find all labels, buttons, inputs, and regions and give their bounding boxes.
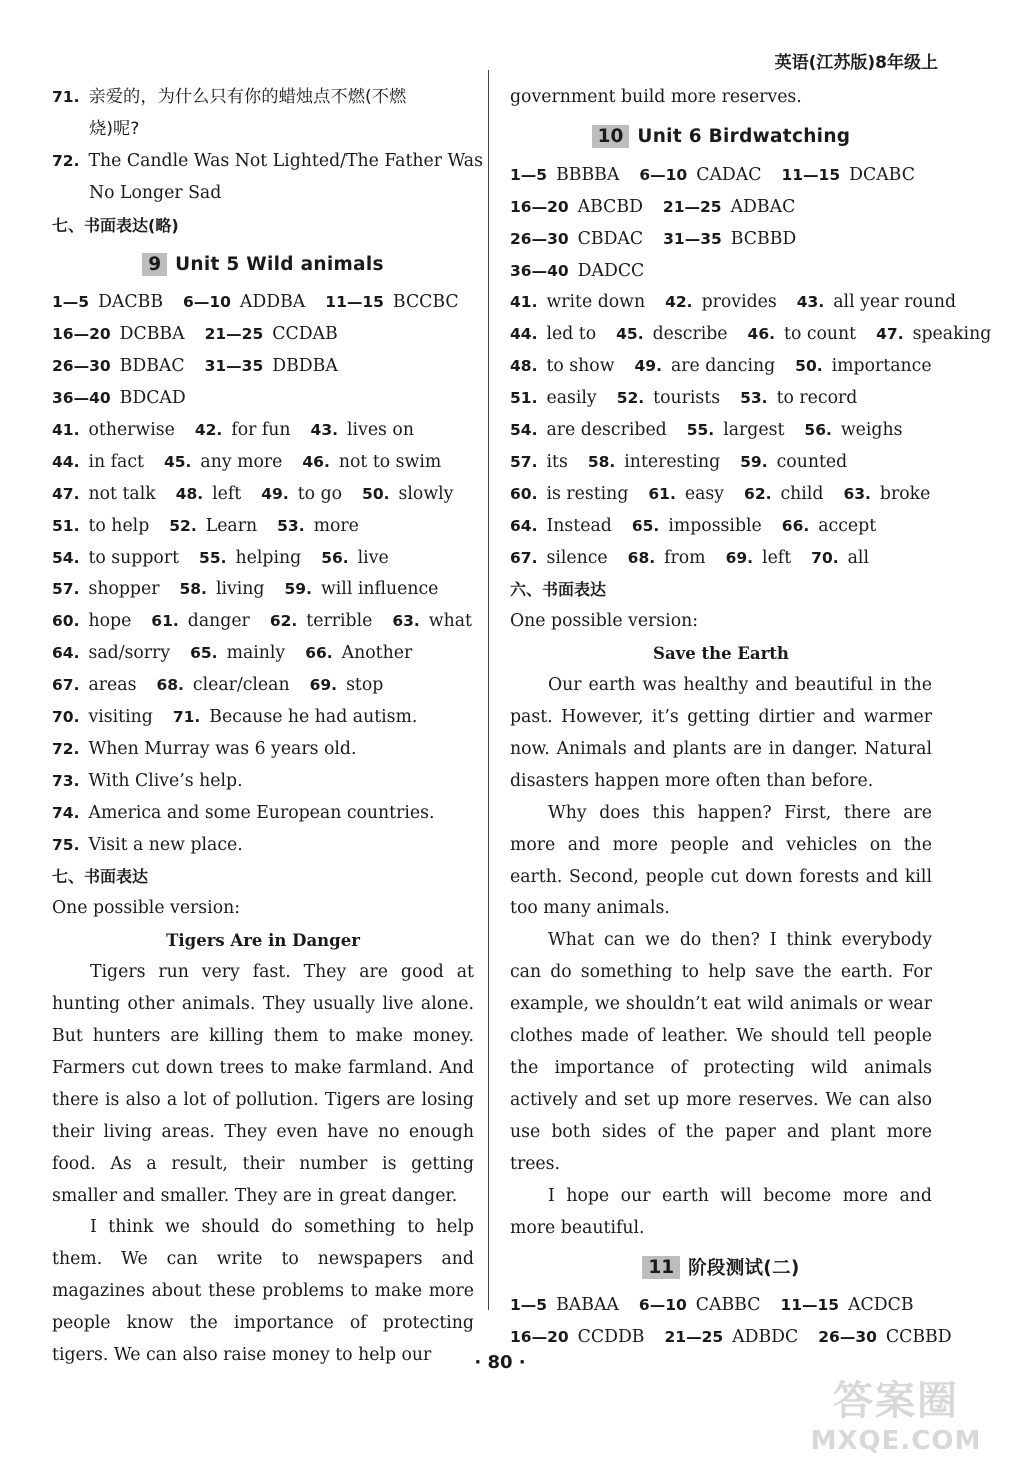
essay-paragraph: Why does this happen? First, there are more and more people and vehicles on the earth. Second, people cut down forests and kill too many animals.: [510, 802, 932, 919]
question-number: 46.: [302, 452, 330, 471]
answer-text: BCCBC: [392, 292, 459, 313]
answer-text: easy: [684, 483, 725, 504]
essay-paragraph: What can we do then? I think everybody can do something to help save the earth. For example, we shouldn’t eat wild animals or wear clothes made of leather. We should tell people the importance of protecting wild animals actively and set up more reserves. We can also use both sides of the paper and plant more trees.: [510, 930, 932, 1174]
question-number: 56.: [321, 548, 349, 567]
answer-text: counted: [776, 451, 848, 472]
answer-text: are described: [546, 420, 667, 441]
question-number: 6—10: [183, 293, 231, 312]
answer-line: [52, 606, 474, 638]
answer-line: [510, 160, 932, 192]
answer-line: [510, 319, 992, 351]
answer-text: for fun: [231, 420, 291, 441]
answer-line: 71. 亲爱的，为什么只有你的蜡烛点不燃(不燃: [52, 87, 407, 107]
question-number: 43.: [310, 421, 339, 440]
essay-paragraph: Our earth was healthy and beautiful in the past. However, it’s getting dirtier and warmer now. Animals and plants are in danger. Natural disasters happen more often than before.: [510, 675, 932, 791]
mc-answers: [510, 1290, 952, 1354]
watermark-logo: 答案圈 MXQE.COM: [810, 1378, 982, 1456]
answer-line: [52, 766, 474, 798]
question-number: 26—30: [52, 357, 111, 376]
answer-text: DCBBA: [119, 324, 185, 345]
question-number: 45.: [616, 325, 644, 344]
answer-text: helping: [235, 547, 302, 568]
answer-text: weighs: [840, 420, 903, 441]
answer-text: CBDAC: [577, 228, 644, 249]
left-column: [52, 82, 483, 1372]
answer-line: [510, 287, 957, 319]
answer-text: silence: [546, 547, 608, 568]
question-number: 70.: [52, 708, 80, 727]
answer-text: mainly: [226, 643, 286, 664]
answer-text: otherwise: [88, 420, 175, 441]
question-number: 72.: [52, 739, 80, 758]
answer-text: areas: [88, 675, 137, 696]
answer-text: easily: [546, 388, 597, 409]
answer-line: [52, 543, 474, 575]
question-number: 1—5: [510, 1296, 548, 1315]
answer-text: DADCC: [577, 260, 645, 281]
question-number: 26—30: [510, 229, 569, 248]
question-number: 56.: [804, 421, 832, 440]
question-number: 55.: [199, 548, 227, 567]
question-number: 21—25: [204, 325, 264, 344]
fill-answers: [52, 415, 474, 861]
answer-text: BDBAC: [119, 356, 185, 377]
question-number: 51.: [52, 516, 80, 535]
answer-text: left: [212, 483, 242, 504]
answer-line: [52, 351, 474, 383]
answer-text: to go: [297, 483, 343, 504]
answer-line: [52, 319, 474, 351]
question-number: 46.: [747, 325, 775, 344]
answer-text: ACDCB: [848, 1295, 914, 1316]
answer-text: its: [546, 451, 568, 472]
question-number: 54.: [510, 421, 538, 440]
question-number: 62.: [269, 612, 298, 631]
question-number: 42.: [194, 421, 223, 440]
question-number: 41.: [52, 421, 80, 440]
question-number: 67.: [510, 548, 538, 567]
question-number: 21—25: [664, 1328, 724, 1347]
answer-text: living: [215, 579, 265, 600]
answer-text: in fact: [88, 451, 144, 472]
answer-line: [52, 734, 474, 766]
answer-text: to record: [776, 388, 858, 409]
answer-line: [510, 256, 932, 288]
answer-text: CCDDB: [577, 1327, 645, 1348]
answer-line: 烧)呢?: [89, 118, 140, 139]
question-number: 73.: [52, 771, 80, 790]
question-number: 31—35: [663, 229, 722, 248]
answer-line: [510, 224, 932, 256]
question-number: 26—30: [818, 1328, 877, 1347]
question-number: 61.: [151, 612, 179, 631]
question-number: 50.: [795, 357, 823, 376]
answer-text: BCBBD: [730, 228, 797, 249]
answer-text: hope: [88, 611, 132, 632]
unit-heading: [52, 241, 474, 287]
answer-text: write down: [546, 292, 646, 313]
answer-text: shopper: [88, 579, 160, 600]
answer-line: [510, 543, 932, 575]
answer-text: left: [762, 547, 792, 568]
answer-text: led to: [546, 324, 597, 345]
answer-line: [52, 798, 474, 830]
question-number: 70.: [811, 548, 839, 567]
answer-text: Instead: [546, 515, 612, 536]
answer-text: provides: [701, 292, 777, 313]
section-heading: 七、书面表达(略): [52, 215, 179, 235]
answer-text: CCBBD: [885, 1327, 952, 1348]
answer-line: [52, 574, 474, 606]
answer-text: ADBAC: [730, 196, 796, 217]
answer-line: [52, 830, 474, 862]
answer-line: [52, 702, 474, 734]
answer-text: Learn: [205, 515, 258, 536]
answer-text: sad/sorry: [88, 643, 171, 664]
answer-text: With Clive’s help.: [88, 770, 243, 791]
page-number: · 80 ·: [474, 1352, 526, 1373]
unit-number: 10: [592, 125, 630, 148]
question-number: 71.: [172, 708, 201, 727]
question-number: 65.: [190, 644, 218, 663]
answer-text: BABAA: [556, 1295, 619, 1316]
answer-text: all year round: [833, 292, 957, 313]
question-number: 67.: [52, 676, 80, 695]
answer-text: largest: [723, 420, 785, 441]
unit-title: Unit 6 Birdwatching: [637, 126, 851, 148]
version-label: One possible version:: [52, 898, 241, 919]
answer-text: BBBBA: [556, 164, 620, 185]
question-number: 21—25: [662, 197, 722, 216]
answer-line: [510, 479, 932, 511]
question-number: 45.: [163, 452, 192, 471]
question-number: 16—20: [510, 1328, 569, 1347]
answer-text: not talk: [88, 483, 156, 504]
question-number: 11—15: [780, 1296, 840, 1315]
question-number: 75.: [52, 835, 80, 854]
question-number: 60.: [52, 612, 80, 631]
essay-paragraph: Tigers run very fast. They are good at hunting other animals. They usually live alone. But hunters are killing them to make money. Farmers cut down trees to make farmland. And there is also a lot of pollution. Tigers are losing their living areas. They even have no enough food. As a result, their number is getting smaller and smaller. They are in great danger.: [52, 962, 474, 1206]
section-heading: 六、书面表达: [510, 580, 607, 600]
answer-text: ADDBA: [239, 292, 306, 313]
answer-text: what: [428, 611, 472, 632]
unit-heading: [510, 114, 932, 160]
answer-line: [52, 415, 474, 447]
answer-text: to support: [88, 547, 180, 568]
question-number: 31—35: [204, 357, 264, 376]
essay-title: Save the Earth: [653, 644, 789, 664]
answer-line: [52, 287, 474, 319]
answer-text: Another: [341, 643, 413, 664]
answer-text: to count: [784, 324, 857, 345]
answer-text: all: [847, 547, 869, 568]
essay-paragraph: I hope our earth will become more and more beautiful.: [510, 1185, 932, 1238]
answer-text: CABBC: [695, 1295, 761, 1316]
essay-title: Tigers Are in Danger: [166, 931, 360, 951]
answer-text: America and some European countries.: [88, 802, 435, 823]
question-number: 53.: [277, 516, 305, 535]
answer-text: any more: [200, 451, 283, 472]
answer-text: not to swim: [338, 451, 442, 472]
answer-line: [510, 415, 932, 447]
answer-text: danger: [187, 611, 250, 632]
answer-text: DCABC: [849, 164, 915, 185]
question-number: 54.: [52, 548, 80, 567]
question-number: 6—10: [639, 165, 688, 184]
version-label: One possible version:: [510, 611, 699, 632]
answer-text: to show: [546, 356, 615, 377]
question-number: 63.: [392, 612, 420, 631]
section-heading: 七、书面表达: [52, 867, 149, 887]
answer-line: [510, 1290, 932, 1322]
answer-text: Because he had autism.: [209, 707, 418, 728]
question-number: 69.: [309, 676, 338, 695]
question-number: 47.: [876, 325, 904, 344]
question-number: 36—40: [510, 261, 569, 280]
answer-text: to help: [88, 515, 150, 536]
answer-line: No Longer Sad: [89, 182, 222, 203]
unit-number: 11: [642, 1256, 680, 1279]
answer-text: CADAC: [696, 164, 762, 185]
question-number: 69.: [725, 548, 754, 567]
question-number: 44.: [510, 325, 538, 344]
answer-text: slowly: [398, 483, 454, 504]
answer-line: [510, 192, 932, 224]
question-number: 64.: [510, 516, 538, 535]
question-number: 42.: [665, 293, 693, 312]
answer-line: [52, 511, 474, 543]
question-number: 64.: [52, 644, 80, 663]
answer-text: will influence: [320, 579, 439, 600]
answer-text: visiting: [88, 707, 153, 728]
unit-number: 9: [142, 253, 167, 276]
answer-text: CCDAB: [272, 324, 338, 345]
question-number: 57.: [510, 452, 538, 471]
answer-text: live: [357, 547, 389, 568]
question-number: 47.: [52, 484, 80, 503]
question-number: 49.: [261, 484, 289, 503]
answer-text: importance: [831, 356, 932, 377]
answer-text: When Murray was 6 years old.: [88, 738, 357, 759]
answer-line: [52, 479, 474, 511]
answer-text: DBDBA: [272, 356, 338, 377]
question-number: 66.: [781, 516, 810, 535]
answer-text: stop: [346, 675, 384, 696]
question-number: 48.: [510, 357, 538, 376]
book-header: 英语(江苏版)8年级上: [774, 53, 938, 73]
question-number: 68.: [627, 548, 656, 567]
question-number: 44.: [52, 452, 80, 471]
right-column: [510, 82, 992, 1354]
question-number: 16—20: [52, 325, 111, 344]
answer-text: Visit a new place.: [88, 834, 243, 855]
question-number: 48.: [175, 484, 204, 503]
answer-text: ABCBD: [577, 196, 643, 217]
mc-answers: [510, 160, 932, 288]
essay-paragraph: I think we should do something to help them. We can write to newspapers and magazines about these problems to make more people know the importance of protecting tigers. We can also raise money to help our: [52, 1217, 474, 1366]
answer-line: 72. The Candle Was Not Lighted/The Father Was: [52, 150, 483, 171]
unit-title: Unit 5 Wild animals: [175, 253, 384, 275]
question-number: 58.: [179, 580, 207, 599]
question-number: 11—15: [781, 165, 841, 184]
question-number: 59.: [284, 580, 312, 599]
answer-line: [52, 383, 474, 415]
question-number: 11—15: [325, 293, 384, 312]
continued-line: government build more reserves.: [510, 87, 802, 107]
answer-text: clear/clean: [192, 675, 290, 696]
question-number: 59.: [740, 452, 768, 471]
answer-text: speaking: [912, 324, 992, 345]
answer-line: [510, 447, 932, 479]
question-number: 57.: [52, 580, 80, 599]
answer-line: [52, 447, 474, 479]
answer-text: terrible: [306, 611, 373, 632]
answer-text: lives on: [347, 420, 414, 441]
answer-line: [52, 638, 474, 670]
question-number: 61.: [648, 484, 676, 503]
unit-heading: [510, 1244, 932, 1290]
answer-text: accept: [818, 515, 877, 536]
question-number: 52.: [616, 389, 645, 408]
question-number: 53.: [740, 389, 768, 408]
answer-text: broke: [879, 483, 931, 504]
question-number: 49.: [634, 357, 662, 376]
answer-text: impossible: [668, 515, 762, 536]
question-number: 62.: [744, 484, 772, 503]
question-number: 36—40: [52, 389, 111, 408]
answer-text: BDCAD: [119, 388, 186, 409]
question-number: 68.: [156, 676, 184, 695]
question-number: 50.: [362, 484, 390, 503]
question-number: 55.: [686, 421, 715, 440]
question-number: 1—5: [52, 293, 90, 312]
question-number: 6—10: [638, 1296, 687, 1315]
fill-answers: [510, 287, 992, 574]
answer-line: [510, 383, 932, 415]
question-number: 66.: [305, 644, 333, 663]
answer-text: describe: [652, 324, 728, 345]
answer-text: interesting: [624, 451, 721, 472]
question-number: 43.: [796, 293, 825, 312]
answer-text: is resting: [546, 483, 629, 504]
answer-text: ADBDC: [732, 1327, 799, 1348]
answer-text: are dancing: [670, 356, 776, 377]
answer-text: more: [313, 515, 359, 536]
answer-text: from: [664, 547, 706, 568]
question-number: 58.: [587, 452, 616, 471]
question-number: 51.: [510, 389, 538, 408]
answer-text: tourists: [653, 388, 721, 409]
question-number: 60.: [510, 484, 538, 503]
question-number: 52.: [169, 516, 197, 535]
answer-line: [52, 670, 474, 702]
answer-text: DACBB: [98, 292, 164, 313]
answer-line: [510, 351, 932, 383]
question-number: 16—20: [510, 197, 569, 216]
question-number: 63.: [843, 484, 871, 503]
answer-line: [510, 511, 932, 543]
question-number: 65.: [631, 516, 660, 535]
answer-text: child: [780, 483, 824, 504]
answer-line: [510, 1322, 952, 1354]
unit-title: 阶段测试(二): [688, 1258, 800, 1280]
mc-answers: [52, 287, 474, 415]
question-number: 74.: [52, 803, 80, 822]
question-number: 1—5: [510, 165, 548, 184]
question-number: 41.: [510, 293, 538, 312]
